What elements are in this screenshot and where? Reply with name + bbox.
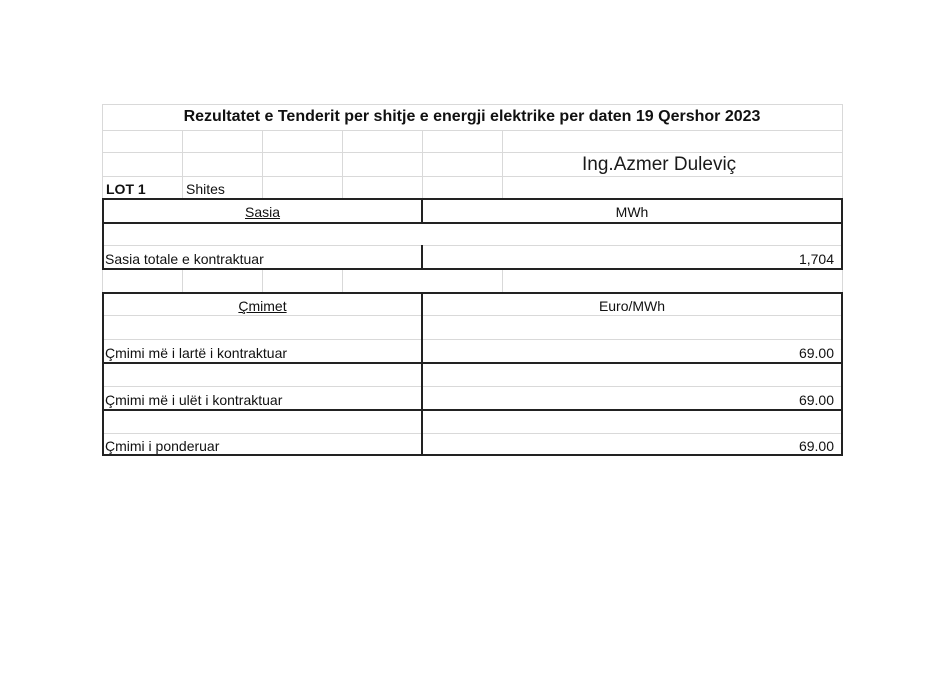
quantity-header: Sasia [244,204,281,220]
grid-line [182,130,183,198]
grid-line [502,130,503,198]
price-header: Çmimet [238,298,287,314]
price-row-label: Çmimi më i ulët i kontraktuar [105,392,283,408]
border-line [841,292,843,456]
grid-line [102,176,843,177]
price-row-value: 69.00 [798,392,834,408]
quantity-unit: MWh [615,204,649,220]
grid-line [262,270,263,292]
border-line [102,198,843,200]
price-row-label: Çmimi i ponderuar [105,438,220,454]
border-line [102,409,843,411]
quantity-row-label: Sasia totale e kontraktuar [105,251,264,267]
grid-line [102,433,843,434]
grid-line [342,130,343,198]
border-line [421,292,423,456]
border-line [102,292,843,294]
price-row-value: 69.00 [798,438,834,454]
grid-line [102,315,843,316]
grid-line [102,152,843,153]
grid-line [102,130,843,131]
grid-line [182,270,183,292]
grid-line [502,270,503,292]
border-line [102,362,843,364]
price-row-label: Çmimi më i lartë i kontraktuar [105,345,288,361]
quantity-row-value: 1,704 [798,251,834,267]
grid-line [262,130,263,198]
grid-line [102,104,843,105]
price-unit: Euro/MWh [598,298,666,314]
border-line [102,268,843,270]
page-title: Rezultatet e Tenderit per shitje e energji elektrike per daten 19 Qershor 2023 [183,108,761,125]
border-line [102,454,843,456]
border-line [102,222,843,224]
grid-line [102,339,843,340]
grid-line [102,386,843,387]
grid-line [422,130,423,198]
author-name: Ing.Azmer Duleviç [582,154,737,175]
grid-line [102,245,843,246]
price-row-value: 69.00 [798,345,834,361]
grid-line [342,270,343,292]
lot-label: LOT 1 [106,181,146,197]
border-line [102,292,104,456]
border-line [841,198,843,270]
lot-type: Shites [186,181,225,197]
